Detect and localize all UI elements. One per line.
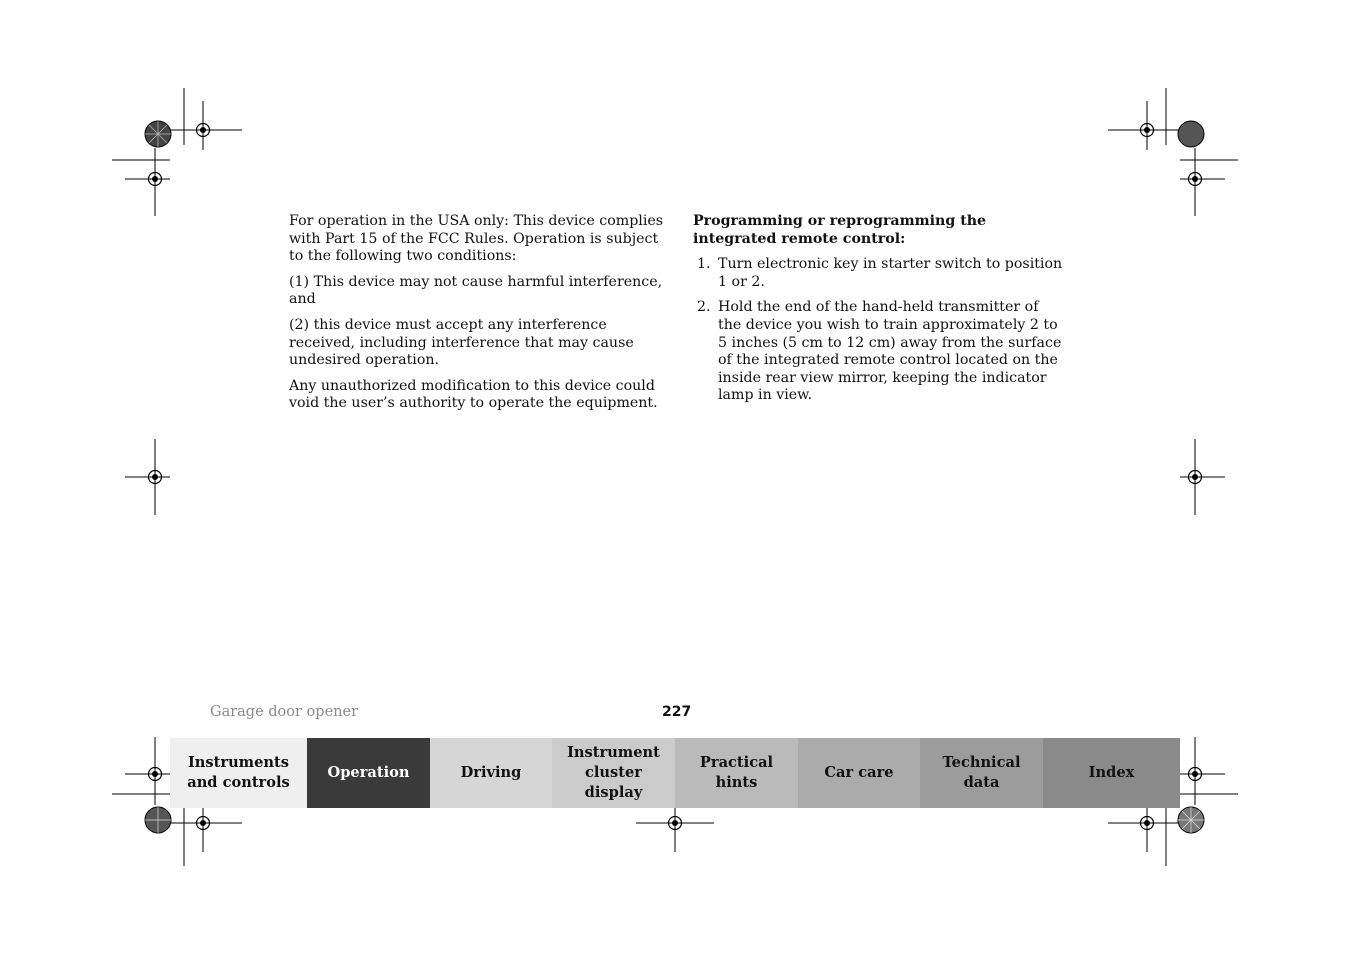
step-number: 1. bbox=[697, 256, 711, 273]
programming-heading: Programming or reprogramming the integrated remote control: bbox=[693, 213, 987, 247]
tab-index[interactable]: Index bbox=[1043, 738, 1180, 808]
step-2 bbox=[693, 299, 1065, 405]
condition-2-paragraph: (2) this device must accept any interference received, including interference that may cause undesired operation. bbox=[289, 316, 634, 369]
tab-operation[interactable]: Operation bbox=[307, 738, 430, 808]
tab-practical-hints[interactable]: Practical hints bbox=[675, 738, 798, 808]
fcc-paragraph: For operation in the USA only: This device complies with Part 15 of the FCC Rules. Operation is subject to the following two conditions: bbox=[289, 213, 664, 265]
condition-1-paragraph: (1) This device may not cause harmful interference, and bbox=[289, 273, 663, 308]
left-text-column bbox=[289, 213, 669, 421]
tab-technical-data[interactable]: Technical data bbox=[920, 738, 1043, 808]
right-text-column bbox=[693, 213, 1065, 413]
page-number: 227 bbox=[662, 704, 692, 720]
step-text: Hold the end of the hand-held transmitter of the device you wish to train approximately 2 to 5 inches (5 cm to 12 cm) away from the surface of the integrated remote control located on the inside rear view mirror, keeping the indicator lamp in view. bbox=[718, 299, 1062, 404]
tab-instruments-and-controls[interactable]: Instruments and controls bbox=[170, 738, 307, 808]
step-1 bbox=[693, 256, 1065, 291]
chapter-tab-bar bbox=[170, 738, 1180, 808]
step-text: Turn electronic key in starter switch to position 1 or 2. bbox=[718, 256, 1063, 290]
tab-driving[interactable]: Driving bbox=[430, 738, 552, 808]
section-title: Garage door opener bbox=[210, 704, 359, 720]
tab-instrument-cluster-display[interactable]: Instrument cluster display bbox=[552, 738, 675, 808]
tab-car-care[interactable]: Car care bbox=[798, 738, 920, 808]
step-number: 2. bbox=[697, 299, 711, 316]
modification-warning-paragraph: Any unauthorized modification to this device could void the user’s authority to operate the equipment. bbox=[289, 377, 658, 412]
